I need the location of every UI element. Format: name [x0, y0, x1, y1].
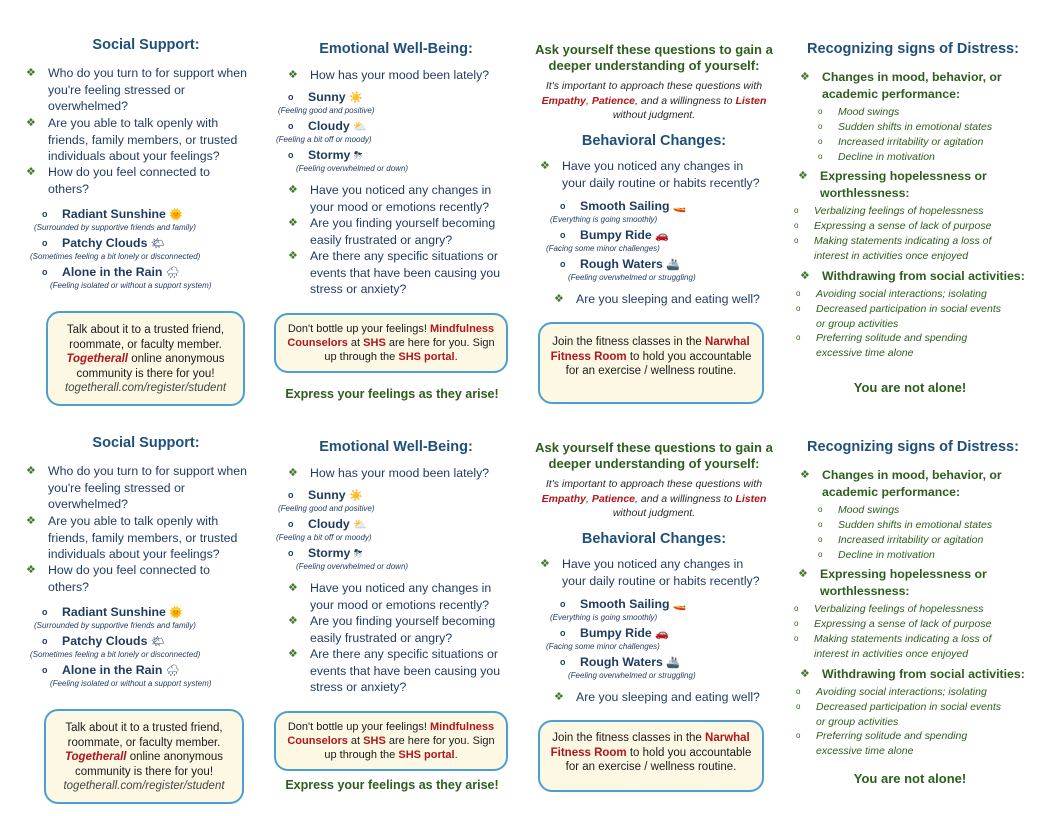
state-bumpy-ride: o Bumpy Ride 🚗 [560, 626, 669, 640]
diamond-bullet-icon: ❖ [26, 465, 36, 477]
emotional-wellbeing-title: Emotional Well-Being: [319, 41, 473, 57]
circle-bullet-icon: o [796, 289, 801, 298]
social-question-1: ❖ Who do you turn to for support when you're feeling stressed or overwhelmed? [26, 464, 247, 511]
emotional-question-2: ❖ Have you noticed any changes in your mood or emotions recently? [288, 581, 492, 612]
togetherall-callout: Talk about it to a trusted friend, roommate, or faculty member. Togetherall online anonymous community is there for you! togetherall.com/register/student [44, 709, 244, 804]
distress-heading-2: ❖ Expressing hopelessness or worthlessness: [798, 567, 987, 598]
emotional-question-4: ❖ Are there any specific situations or events that have been causing you stress or anxiety? [288, 647, 501, 694]
cloud-icon: ⛅ [353, 519, 367, 531]
behavioral-question-2: ❖ Are you sleeping and eating well? [554, 292, 760, 306]
diamond-bullet-icon: ❖ [26, 166, 36, 178]
social-level-2: o Patchy Clouds 🌤 [42, 236, 165, 250]
state-rough-waters: o Rough Waters 🚢 [560, 655, 681, 669]
behavioral-question-1: ❖ Have you noticed any changes in your daily routine or habits recently? [540, 159, 760, 190]
diamond-bullet-icon: ❖ [26, 117, 36, 129]
social-question-2: ❖ Are you able to talk openly with friends, family members, or trusted individuals about your feelings? [26, 514, 238, 561]
distress-item: o Decreased participation in social events or group activities [796, 701, 1002, 728]
circle-bullet-icon: o [560, 259, 566, 269]
diamond-bullet-icon: ❖ [288, 184, 298, 196]
circle-bullet-icon: o [42, 636, 48, 646]
emotional-question-1: ❖ How has your mood been lately? [288, 68, 490, 82]
sun-icon: 🌞 [169, 607, 183, 619]
distress-item: o Verbalizing feelings of hopelessness [794, 205, 984, 217]
car-icon: 🚗 [655, 230, 669, 242]
sun-behind-cloud-icon: 🌤 [150, 238, 165, 250]
state-smooth-sailing-note: (Everything is going smoothly) [550, 613, 658, 622]
sun-icon: ☀️ [349, 490, 363, 502]
diamond-bullet-icon: ❖ [554, 691, 564, 703]
social-level-3: o Alone in the Rain 🌧 [42, 663, 180, 677]
social-level-3: o Alone in the Rain 🌧 [42, 265, 180, 279]
togetherall-brand: Togetherall [64, 751, 127, 763]
diamond-bullet-icon: ❖ [798, 170, 808, 182]
behavioral-changes-title: Behavioral Changes: [581, 531, 727, 547]
circle-bullet-icon: o [42, 267, 48, 277]
distress-item: o Preferring solitude and spending excessive time alone [796, 332, 968, 359]
distress-tagline: You are not alone! [853, 380, 967, 395]
circle-bullet-icon: o [560, 599, 566, 609]
diamond-bullet-icon: ❖ [800, 668, 810, 680]
fitness-callout: Join the fitness classes in the Narwhal Fitness Room to hold you accountable for an exercise / wellness routine. [538, 720, 764, 792]
distress-item: o Decreased participation in social events or group activities [796, 303, 1002, 330]
speedboat-icon: 🚤 [672, 599, 687, 611]
circle-bullet-icon: o [288, 121, 294, 131]
distress-item: o Mood swings [818, 504, 900, 516]
circle-bullet-icon: o [560, 230, 566, 240]
distress-item: o Verbalizing feelings of hopelessness [794, 603, 984, 615]
togetherall-url: togetherall.com/register/student [64, 382, 227, 394]
circle-bullet-icon: o [818, 520, 823, 529]
circle-bullet-icon: o [42, 238, 48, 248]
mood-cloudy: o Cloudy ⛅ [288, 119, 367, 133]
self-questions-intro-text: It's important to approach these questions with Empathy, Patience, and a willingness to Listen without judgment. [541, 80, 767, 121]
state-rough-waters: o Rough Waters 🚢 [560, 257, 681, 271]
ship-icon: 🚢 [666, 259, 681, 271]
state-bumpy-ride-note: (Facing some minor challenges) [546, 244, 660, 253]
distress-title: Recognizing signs of Distress: [807, 439, 1019, 455]
mood-cloudy-note: (Feeling a bit off or moody) [276, 533, 372, 542]
storm-cloud-icon: ⛈ [353, 548, 363, 560]
distress-tagline: You are not alone! [853, 771, 967, 786]
shs-portal-link[interactable]: SHS portal [398, 351, 455, 363]
distress-item: o Increased irritability or agitation [818, 136, 984, 148]
self-questions-intro-text: It's important to approach these questions with Empathy, Patience, and a willingness to Listen without judgment. [541, 478, 767, 519]
diamond-bullet-icon: ❖ [288, 615, 298, 627]
mood-sunny-note: (Feeling good and positive) [278, 504, 375, 513]
circle-bullet-icon: o [288, 150, 294, 160]
social-question-3: ❖ How do you feel connected to others? [26, 165, 211, 196]
storm-cloud-icon: ⛈ [353, 150, 363, 162]
circle-bullet-icon: o [560, 201, 566, 211]
state-smooth-sailing: o Smooth Sailing 🚤 [560, 597, 687, 611]
shs-portal-link[interactable]: SHS portal [398, 749, 455, 761]
diamond-bullet-icon: ❖ [288, 250, 298, 262]
circle-bullet-icon: o [796, 687, 801, 696]
diamond-bullet-icon: ❖ [288, 217, 298, 229]
car-icon: 🚗 [655, 628, 669, 640]
circle-bullet-icon: o [818, 535, 823, 544]
distress-item: o Decline in motivation [818, 151, 935, 163]
circle-bullet-icon: o [794, 634, 799, 643]
diamond-bullet-icon: ❖ [26, 67, 36, 79]
mood-stormy-note: (Feeling overwhelmed or down) [296, 562, 409, 571]
diamond-bullet-icon: ❖ [800, 469, 810, 481]
self-questions-intro-title: Ask yourself these questions to gain a deeper understanding of yourself: [535, 42, 773, 73]
circle-bullet-icon: o [288, 490, 294, 500]
distress-item: o Avoiding social interactions; isolating [796, 288, 987, 300]
togetherall-url: togetherall.com/register/student [63, 780, 225, 792]
distress-heading-1: ❖ Changes in mood, behavior, or academic performance: [800, 468, 1002, 499]
circle-bullet-icon: o [796, 731, 801, 740]
distress-heading-3: ❖ Withdrawing from social activities: [800, 667, 1025, 681]
mood-stormy: o Stormy ⛈ [288, 148, 363, 162]
behavioral-question-2: ❖ Are you sleeping and eating well? [554, 690, 760, 704]
circle-bullet-icon: o [818, 550, 823, 559]
emotional-question-2: ❖ Have you noticed any changes in your mood or emotions recently? [288, 183, 492, 214]
distress-heading-1: ❖ Changes in mood, behavior, or academic performance: [800, 70, 1002, 101]
state-smooth-sailing: o Smooth Sailing 🚤 [560, 199, 687, 213]
circle-bullet-icon: o [560, 657, 566, 667]
diamond-bullet-icon: ❖ [798, 568, 808, 580]
brochure-panel-top [0, 0, 1056, 401]
distress-item: o Expressing a sense of lack of purpose [794, 220, 992, 232]
social-level-1-note: (Surrounded by supportive friends and family) [34, 621, 196, 630]
social-level-1: o Radiant Sunshine 🌞 [42, 207, 183, 221]
circle-bullet-icon: o [42, 607, 48, 617]
social-level-1-note: (Surrounded by supportive friends and family) [34, 223, 196, 232]
circle-bullet-icon: o [818, 152, 823, 161]
diamond-bullet-icon: ❖ [26, 564, 36, 576]
distress-item: o Making statements indicating a loss of interest in activities once enjoyed [794, 235, 992, 262]
social-level-2: o Patchy Clouds 🌤 [42, 634, 165, 648]
self-questions-intro-title: Ask yourself these questions to gain a deeper understanding of yourself: [535, 440, 773, 471]
diamond-bullet-icon: ❖ [288, 648, 298, 660]
circle-bullet-icon: o [818, 107, 823, 116]
mood-sunny-note: (Feeling good and positive) [278, 106, 375, 115]
mood-sunny: o Sunny ☀️ [288, 488, 363, 502]
diamond-bullet-icon: ❖ [800, 270, 810, 282]
diamond-bullet-icon: ❖ [288, 467, 298, 479]
diamond-bullet-icon: ❖ [554, 293, 564, 305]
distress-item: o Preferring solitude and spending excessive time alone [796, 730, 968, 757]
social-level-2-note: (Sometimes feeling a bit lonely or disconnected) [30, 252, 201, 261]
sun-behind-cloud-icon: 🌤 [150, 636, 165, 648]
state-bumpy-ride-note: (Facing some minor challenges) [546, 642, 660, 651]
circle-bullet-icon: o [288, 548, 294, 558]
distress-item: o Mood swings [818, 106, 900, 118]
circle-bullet-icon: o [560, 628, 566, 638]
rain-cloud-icon: 🌧 [165, 665, 180, 677]
distress-item: o Avoiding social interactions; isolating [796, 686, 987, 698]
emotional-question-3: ❖ Are you finding yourself becoming easily frustrated or angry? [288, 216, 496, 247]
emotional-tagline: Express your feelings as they arise! [285, 778, 499, 792]
distress-heading-3: ❖ Withdrawing from social activities: [800, 269, 1025, 283]
mood-stormy-note: (Feeling overwhelmed or down) [296, 164, 409, 173]
state-rough-waters-note: (Feeling overwhelmed or struggling) [568, 273, 696, 282]
fitness-callout: Join the fitness classes in the Narwhal Fitness Room to hold you accountable for an exercise / wellness routine. [538, 322, 764, 404]
cloud-icon: ⛅ [353, 121, 367, 133]
brochure-panel-bottom [0, 398, 1056, 796]
emotional-wellbeing-title: Emotional Well-Being: [319, 439, 473, 455]
distress-item: o Expressing a sense of lack of purpose [794, 618, 992, 630]
circle-bullet-icon: o [818, 505, 823, 514]
mood-cloudy-note: (Feeling a bit off or moody) [276, 135, 372, 144]
social-support-title: Social Support: [92, 435, 200, 451]
circle-bullet-icon: o [818, 122, 823, 131]
ship-icon: 🚢 [666, 657, 681, 669]
mood-cloudy: o Cloudy ⛅ [288, 517, 367, 531]
togetherall-callout: Talk about it to a trusted friend, roommate, or faculty member. Togetherall online anonymous community is there for you! togetherall.com/register/student [46, 311, 245, 406]
circle-bullet-icon: o [796, 702, 801, 711]
social-level-2-note: (Sometimes feeling a bit lonely or disconnected) [30, 650, 201, 659]
circle-bullet-icon: o [794, 221, 799, 230]
diamond-bullet-icon: ❖ [288, 582, 298, 594]
mood-stormy: o Stormy ⛈ [288, 546, 363, 560]
speedboat-icon: 🚤 [672, 201, 687, 213]
circle-bullet-icon: o [794, 619, 799, 628]
rain-cloud-icon: 🌧 [165, 267, 180, 279]
circle-bullet-icon: o [794, 236, 799, 245]
social-level-3-note: (Feeling isolated or without a support system) [50, 679, 212, 688]
circle-bullet-icon: o [794, 604, 799, 613]
emotional-question-4: ❖ Are there any specific situations or events that have been causing you stress or anxiety? [288, 249, 501, 296]
distress-item: o Making statements indicating a loss of interest in activities once enjoyed [794, 633, 992, 660]
circle-bullet-icon: o [288, 92, 294, 102]
behavioral-changes-title: Behavioral Changes: [581, 133, 727, 149]
emotional-tagline: Express your feelings as they arise! [285, 387, 499, 401]
diamond-bullet-icon: ❖ [540, 558, 550, 570]
circle-bullet-icon: o [42, 209, 48, 219]
circle-bullet-icon: o [796, 333, 801, 342]
social-level-1: o Radiant Sunshine 🌞 [42, 605, 183, 619]
emotional-question-1: ❖ How has your mood been lately? [288, 466, 490, 480]
circle-bullet-icon: o [796, 304, 801, 313]
behavioral-question-1: ❖ Have you noticed any changes in your daily routine or habits recently? [540, 557, 760, 588]
distress-title: Recognizing signs of Distress: [807, 41, 1019, 57]
social-question-3: ❖ How do you feel connected to others? [26, 563, 211, 594]
mindfulness-callout: Don't bottle up your feelings! Mindfulness Counselors at SHS are here for you. Sign up through the SHS portal. [274, 711, 508, 771]
state-rough-waters-note: (Feeling overwhelmed or struggling) [568, 671, 696, 680]
mindfulness-callout: Don't bottle up your feelings! Mindfulness Counselors at SHS are here for you. Sign up through the SHS portal. [274, 313, 508, 373]
circle-bullet-icon: o [794, 206, 799, 215]
distress-item: o Sudden shifts in emotional states [818, 121, 993, 133]
mood-sunny: o Sunny ☀️ [288, 90, 363, 104]
state-smooth-sailing-note: (Everything is going smoothly) [550, 215, 658, 224]
sun-icon: ☀️ [349, 92, 363, 104]
social-question-1: ❖ Who do you turn to for support when you're feeling stressed or overwhelmed? [26, 66, 247, 113]
diamond-bullet-icon: ❖ [800, 71, 810, 83]
diamond-bullet-icon: ❖ [26, 515, 36, 527]
diamond-bullet-icon: ❖ [540, 160, 550, 172]
distress-item: o Decline in motivation [818, 549, 935, 561]
distress-item: o Sudden shifts in emotional states [818, 519, 993, 531]
state-bumpy-ride: o Bumpy Ride 🚗 [560, 228, 669, 242]
sun-icon: 🌞 [169, 209, 183, 221]
distress-item: o Increased irritability or agitation [818, 534, 984, 546]
social-question-2: ❖ Are you able to talk openly with friends, family members, or trusted individuals about your feelings? [26, 116, 238, 163]
distress-heading-2: ❖ Expressing hopelessness or worthlessness: [798, 169, 987, 200]
social-support-title: Social Support: [92, 37, 200, 53]
circle-bullet-icon: o [288, 519, 294, 529]
togetherall-brand: Togetherall [66, 353, 128, 365]
diamond-bullet-icon: ❖ [288, 69, 298, 81]
circle-bullet-icon: o [818, 137, 823, 146]
emotional-question-3: ❖ Are you finding yourself becoming easily frustrated or angry? [288, 614, 496, 645]
social-level-3-note: (Feeling isolated or without a support system) [50, 281, 212, 290]
circle-bullet-icon: o [42, 665, 48, 675]
